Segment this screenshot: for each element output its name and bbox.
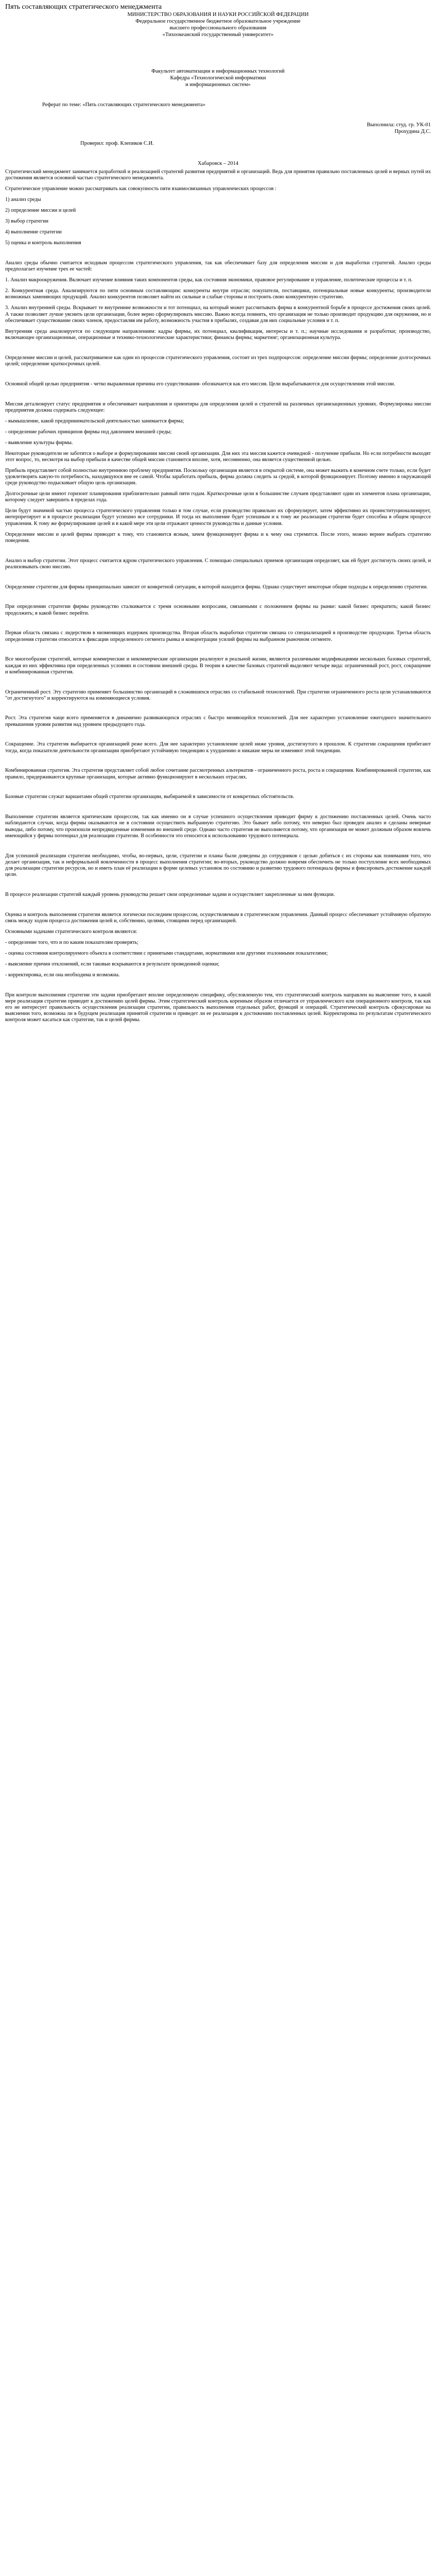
- department-name: Кафедра «Технологической информатики: [170, 75, 266, 81]
- city-year: Хабаровск – 2014: [198, 161, 238, 166]
- paragraph-gap: [5, 392, 431, 401]
- body-paragraph: - выявление культуры фирмы.: [5, 439, 73, 446]
- body-paragraph: Миссия детализирует статус предприятия и обеспечивает направления и ориентиры для определения целей и стратегий на различных организационных уровнях. Формулировка миссии предприятия должна содержать следующее:: [5, 401, 431, 413]
- body-paragraph: Сокращение. Эта стратегия выбирается организацией реже всего. Для нее характерно установление целей ниже уровня, достигнутого в прошлом. К стратегии сокращения прибегают тогда, когда показатели деятельности организации приобретают устойчивую тенденцию к ухудшению и никакие меры не изменяют этой тенденции.: [5, 741, 431, 754]
- paragraph-gap: [5, 983, 431, 992]
- body-paragraph: Анализ среды обычно считается исходным процессом стратегического управления, так как обеспечивает базу для определения миссии и для выработки стратегий. Анализ среды предполагает изучение трех ее частей:: [5, 260, 431, 273]
- body-paragraph: Прибыль представляет собой полностью внутреннюю проблему предприятия. Поскольку организация является в открытой системе, она может выжить в конечном счете только, если будет удовлетворять какую-то потребность, находящуюся вне ее самой. Чтобы заработать прибыль, фирма должна следить за средой, в которой функционирует. Поэтому именно в окружающей среде руководство подыскивает общую цель организации.: [5, 467, 431, 486]
- body-paragraph: 3) выбор стратегии: [5, 218, 49, 225]
- performed-by: Выполнила: студ. гр. УК-01: [367, 122, 431, 128]
- body-paragraph: - корректировка, если она необходима и возможна.: [5, 972, 120, 978]
- paragraph-gap: [5, 883, 431, 892]
- paragraph-gap: [5, 372, 431, 381]
- body-paragraph: Определение стратегии для фирмы принципиально зависит от конкретной ситуации, в которой находится фирма. Однако существует некоторые общие подходы к определению стратегии.: [5, 584, 428, 590]
- paragraph-gap: [5, 759, 431, 768]
- body-paragraph: 2. Конкурентная среда. Анализируются по пяти основным составляющим: конкуренты внутри отрасли; покупатели, поставщики, потенциальные новые конкуренты; производители возможных заменяющих продукций. Анализ конкурентов позволяет найти их сильные и слабые стороны и построить свою конкурентную стратегию.: [5, 288, 431, 300]
- paragraph-gap: [5, 621, 431, 631]
- paragraph-gap: [5, 595, 431, 604]
- paragraph-gap: [5, 251, 431, 260]
- essay-topic: Реферат по теме: «Пять составляющих стратегического менеджмента»: [42, 102, 205, 108]
- student-name: Прохудина Д.С.: [394, 129, 431, 134]
- paragraph-gap: [5, 648, 431, 657]
- faculty-name: Факультет автоматизации и информационных технологий: [151, 69, 285, 74]
- institution-line-1: Федеральное государственное бюджетное образовательное учреждение: [135, 19, 301, 24]
- body-paragraph: Цели будут значимой частью процесса стратегического управления только в том случае, если руководство правильно их сформулирует, затем эффективно их проинституционализирует, интерпретирует и в процессе реализации будут успешно все сотрудники. И тогда их выполнение будет успешным и к тому же реализация стратегии будет способна в общем процессе управления. К тому же формулирование целей и в какой мере эти цели отражают ценности руководства и данные условия.: [5, 508, 431, 527]
- paragraph-gap: [5, 805, 431, 814]
- body-paragraph: Первая область связана с лидерством в низменящих издержек производства. Вторая область выработки стратегии связана со специализацией в производстве продукции. Третья область определения стратегии относится к фиксации определенного сегмента рынка и концентрации усилий фирмы на выбранном рыночном сегменте.: [5, 630, 431, 642]
- body-paragraph: Ограниченный рост. Эту стратегию применяет большинство организаций в сложившихся отраслях со стабильной технологией. При стратегии ограниченного роста цели устанавливаются "от достигнутого" и корректируются на изменяющиеся условия.: [5, 689, 431, 701]
- body-paragraph: Некоторые руководители не заботятся о выборе и формулировании миссии своей организации. Для них эта миссия кажется очевидной - получение прибыли. Но если потребности выходят этот вопрос, то, несмотря на выбор прибыли в качестве общей миссии становится вполне, хотя, несомненно, она является существенной целью.: [5, 450, 431, 463]
- paragraph-gap: [5, 844, 431, 853]
- body-paragraph: Для успешной реализации стратегии необходимо, чтобы, во-первых, цели, стратегии и планы были доведены до сотрудников с целью добиться с их стороны как понимания того, что делает организация, так и неформальной вовлеченности в процесс выполнения стратегии; во-вторых, руководство должно вовремя обеспечить не только поступление всех необходимых для реализации стратегии ресурсов, но и иметь план её реализации в форме целевых установок по состоянию и развитию трудового потенциала фирмы и фиксировать достижение каждой цели.: [5, 853, 431, 877]
- body-paragraph: 4) выполнение стратегии: [5, 229, 62, 235]
- body-paragraph: - оценка состояния контролируемого объекта в соответствии с принятыми стандартами, нормативами или другими эталонными показателями;: [5, 950, 328, 956]
- body-paragraph: Стратегический менеджмент занимается разработкой и реализацией стратегий развития предприятий и организаций. Ведь для принятия правильно поставленных целей и верных путей их достижения является основной частью стратегического менеджмента.: [5, 169, 431, 181]
- body-paragraph: При контроле выполнения стратегии эти задачи приобретают вполне определенную специфику, обусловленную тем, что стратегический контроль направлен на выяснение того, в какой мере реализация стратегии приводит к достижению целей фирмы. Этим стратегический контроль коренным образом отличается от управленческого или операционного контроля, так как его не интересует правильность осуществления реализации стратегии, правильность выполнения отдельных работ, функций и операций. Стратегический контроль сфокусирован на выяснении того, возможна ли в будущем реализация принятой стратегии и приведет ли ее реализация к достижению поставленных целей. Корректировка по результатам стратегического контроля может касаться как стратегии, так и целей фирмы.: [5, 992, 431, 1023]
- body-paragraph: 5) оценка и контроль выполнения: [5, 240, 81, 246]
- body-paragraph: Комбинированная стратегия. Эта стратегия представляет собой любое сочетание рассмотренных альтернатив - ограниченного роста, роста и сокращения. Комбинированной стратегии, как правило, придерживаются крупные организации, которые активно функционируют в нескольких отраслях.: [5, 768, 431, 780]
- paragraph-gap: [5, 903, 431, 912]
- body-paragraph: - определение того, что и по каким показателям проверять;: [5, 939, 138, 945]
- body-paragraph: 1) анализ среды: [5, 197, 41, 203]
- checked-by: Проверил: проф. Клепиков С.И.: [80, 141, 154, 146]
- body-paragraph: Основной общей целью предприятия - четко выраженная причина его существования- обозначается как его миссия. Цели вырабатываются для осуществления этой миссии.: [5, 381, 395, 387]
- body-paragraph: Стратегическое управление можно рассматривать как совокупность пяти взаимосвязанных управленческих процессов :: [5, 186, 276, 192]
- body-paragraph: Базовые стратегии служат вариантами общей стратегии организации, выбираемой в зависимости от конкретных обстоятельств.: [5, 794, 294, 800]
- document-title: Пять составляющих стратегического менеджмента: [5, 3, 162, 11]
- body-paragraph: Основными задачами стратегического контроля являются:: [5, 928, 137, 935]
- body-paragraph: Долгосрочные цели имеют горизонт планирования приблизительно равный пяти годам. Краткосрочные цели в большинстве случаев представляют один из элементов плана организации, которому следует завершить в пределах года.: [5, 491, 431, 503]
- body-paragraph: Все многообразие стратегий, которые коммерческие и некоммерческие организации реализуют в реальной жизни, являются различными модификациями нескольких базовых стратегий, каждая из них эффективна при определенных условиях и состоянии внешней среды. В теории в качестве базовых стратегий выделяют четыре вида: ограниченный рост, рост, сокращение и комбинированная стратегия.: [5, 656, 431, 675]
- body-paragraph: 3. Анализ внутренней среды. Вскрывает те внутренние возможности и тот потенциал, на который может рассчитывать фирма в конкурентной борьбе в процессе достижения своих целей. А также позволяет лучше уяснить цели организации, более верно сформулировать миссию. Важно всегда помнить, что организация не только производит продукцию для окружения, но и обеспечивает существование своих членов, предоставляя им работу, возможность участия в прибылях, создавая для них социальные условия и т. п.: [5, 305, 431, 324]
- body-paragraph: Оценка и контроль выполнения стратегии является логически последним процессом, осуществляемым в стратегическом управлении. Данный процесс обеспечивает устойчивую обратную связь между ходом процесса достижения целей и, собственно, целями, стоящими перед организацией.: [5, 911, 431, 924]
- body-paragraph: Определение миссии и целей, рассматриваемое как один из процессов стратегического управления, состоит из трех подпроцессов: определение миссии фирмы; определение долгосрочных целей; определение краткосрочных целей.: [5, 354, 431, 367]
- institution-line-2: высшего профессионального образования: [169, 25, 267, 31]
- body-paragraph: При определении стратегии фирмы руководство сталкивается с тремя основными вопросами, связанными с положением фирмы на рынке: какой бизнес прекратить; какой бизнес продолжить; в какой бизнес перейти.: [5, 604, 431, 616]
- paragraph-gap: [5, 680, 431, 689]
- body-paragraph: - вымышление, какой предпринимательской деятельностью занимается фирма;: [5, 418, 184, 424]
- body-paragraph: 1. Анализ макроокружения. Включает изучение влияния таких компонентов среды, как состояния экономики, правовое регулирование и управление, политические процессы и т. п.: [5, 277, 413, 283]
- department-name-2: и информационных систем»: [185, 82, 251, 88]
- paragraph-gap: [5, 575, 431, 584]
- body-paragraph: - выяснение причин отклонений, если таковые вскрываются в результате проведенной оценки;: [5, 961, 220, 967]
- paragraph-gap: [5, 346, 431, 355]
- document-body: [5, 169, 431, 1023]
- university-name: «Тихоокеанский государственный университет»: [162, 32, 274, 38]
- body-paragraph: Внутренняя среда анализируется по следующим направлениям: кадры фирмы, их потенциал, квалификация, интересы и т. п.; научные исследования и разработки; производство, включающее организационные, операционные и технико-технологические характеристики; финансы фирмы; маркетинг; организационная культура.: [5, 328, 431, 341]
- ministry-line: МИНИСТЕРСТВО ОБРАЗОВАНИЯ И НАУКИ РОССИЙСКОЙ ФЕДЕРАЦИИ: [127, 12, 309, 18]
- body-paragraph: 2) определение миссии и целей: [5, 208, 76, 214]
- body-paragraph: - определение рабочих принципов фирмы под давлением внешней среды;: [5, 429, 172, 435]
- body-paragraph: В процессе реализации стратегий каждый уровень руководства решает свои определенные задачи и осуществляет закрепленные за ним функции.: [5, 891, 335, 897]
- body-paragraph: Анализ и выбор стратегии. Этот процесс считается ядром стратегического управления. С помощью специальных приемов организация определяет, как ей будет достигнуть своих целей, и реализовывать свою миссию.: [5, 557, 431, 570]
- paragraph-gap: [5, 706, 431, 716]
- body-paragraph: Рост. Эта стратегия чаще всего применяется в динамично развивающихся отраслях с быстро меняющейся технологией. Для нее характерно установление ежегодного значительного превышения уровня развития над уровнем предыдущего года.: [5, 715, 431, 727]
- paragraph-gap: [5, 785, 431, 794]
- body-paragraph: Выполнение стратегии является критическим процессом, так как именно он в случае успешного осуществления приводит фирму к достижению поставленных целей. Очень часто наблюдаются случаи, когда фирмы оказываются не в состоянии осуществить выбранную стратегию. Это бывает либо потому, что неверно был проведен анализ и сделаны неверные выводы, либо потому, что произошли непредвиденные изменения во внешней среде. Однако часто стратегия не выполняется потому, что организация не может должным образом вовлечь имеющийся у фирмы потенциал для реализации стратегии. В особенности это относится к использованию трудового потенциала.: [5, 814, 431, 839]
- paragraph-gap: [5, 549, 431, 558]
- paragraph-gap: [5, 733, 431, 742]
- body-paragraph: Определение миссии и целей фирмы приводит к тому, что становится ясным, зачем функционирует фирма и к чему она стремится. После этого, можно вернее выбрать стратегию поведения.: [5, 531, 431, 544]
